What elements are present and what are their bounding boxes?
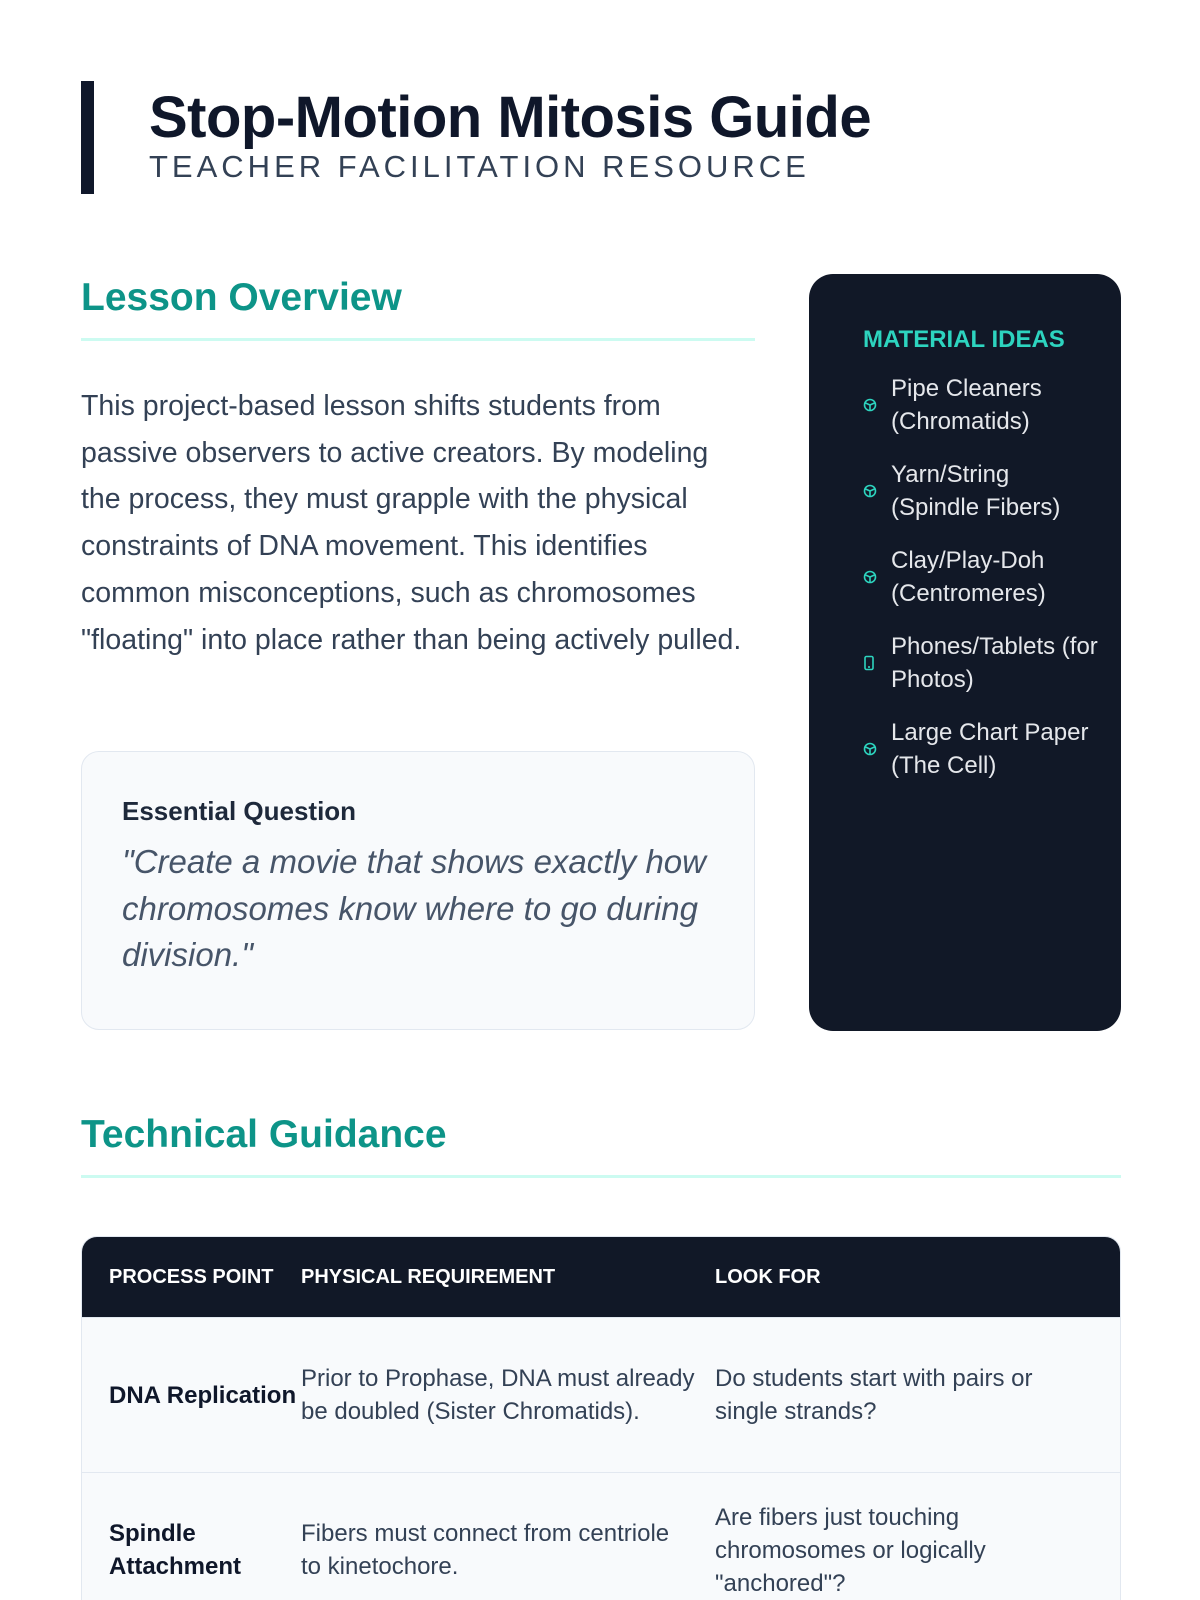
material-item xyxy=(863,372,1101,438)
table-cell: Spindle Attachment xyxy=(109,1520,242,1580)
table-cell: DNA Replication xyxy=(109,1381,297,1409)
essential-question-quote: "Create a movie that shows exactly how chromosomes know where to go during division." xyxy=(122,843,706,973)
cube-icon xyxy=(863,570,891,584)
page-header xyxy=(81,81,871,194)
table-row xyxy=(82,1472,1120,1600)
material-item xyxy=(863,630,1101,696)
column-header: PROCESS POINT xyxy=(109,1265,274,1288)
material-label: Phones/Tablets (for Photos) xyxy=(891,633,1098,693)
cube-icon xyxy=(863,484,891,498)
column-header: LOOK FOR xyxy=(715,1265,821,1288)
cube-icon xyxy=(863,742,891,756)
material-label: Pipe Cleaners (Chromatids) xyxy=(891,375,1042,435)
material-ideas-heading: MATERIAL IDEAS xyxy=(863,326,1065,353)
material-item xyxy=(863,716,1101,782)
technical-guidance-table xyxy=(81,1236,1121,1600)
phone-icon xyxy=(863,655,891,671)
material-ideas-panel xyxy=(809,274,1121,1031)
material-label: Large Chart Paper (The Cell) xyxy=(891,719,1089,779)
table-row xyxy=(82,1317,1120,1472)
page-subtitle: TEACHER FACILITATION RESOURCE xyxy=(149,149,810,184)
column-header: PHYSICAL REQUIREMENT xyxy=(301,1265,556,1288)
table-cell: Are fibers just touching chromosomes or logically "anchored"? xyxy=(715,1503,986,1597)
material-label: Clay/Play-Doh (Centromeres) xyxy=(891,547,1046,607)
lesson-overview-heading: Lesson Overview xyxy=(81,276,755,341)
cube-icon xyxy=(863,398,891,412)
material-item xyxy=(863,458,1101,524)
lesson-overview-text: This project-based lesson shifts students from passive observers to active creators. By modeling the process, they must grapple with the physical constraints of DNA movement. This identifies common misconceptions, such as chromosomes "floating" into place rather than being actively pulled. xyxy=(81,390,742,656)
essential-question-label: Essential Question xyxy=(122,796,357,826)
technical-guidance-heading: Technical Guidance xyxy=(81,1113,1121,1178)
table-cell: Prior to Prophase, DNA must already be doubled (Sister Chromatids). xyxy=(301,1365,695,1425)
table-cell: Do students start with pairs or single strands? xyxy=(715,1365,1033,1425)
table-header-row xyxy=(82,1237,1120,1317)
page-title: Stop-Motion Mitosis Guide xyxy=(149,85,872,150)
table-cell: Fibers must connect from centriole to kinetochore. xyxy=(301,1520,670,1580)
material-item xyxy=(863,544,1101,610)
material-label: Yarn/String (Spindle Fibers) xyxy=(891,461,1061,521)
essential-question-card xyxy=(81,751,755,1030)
